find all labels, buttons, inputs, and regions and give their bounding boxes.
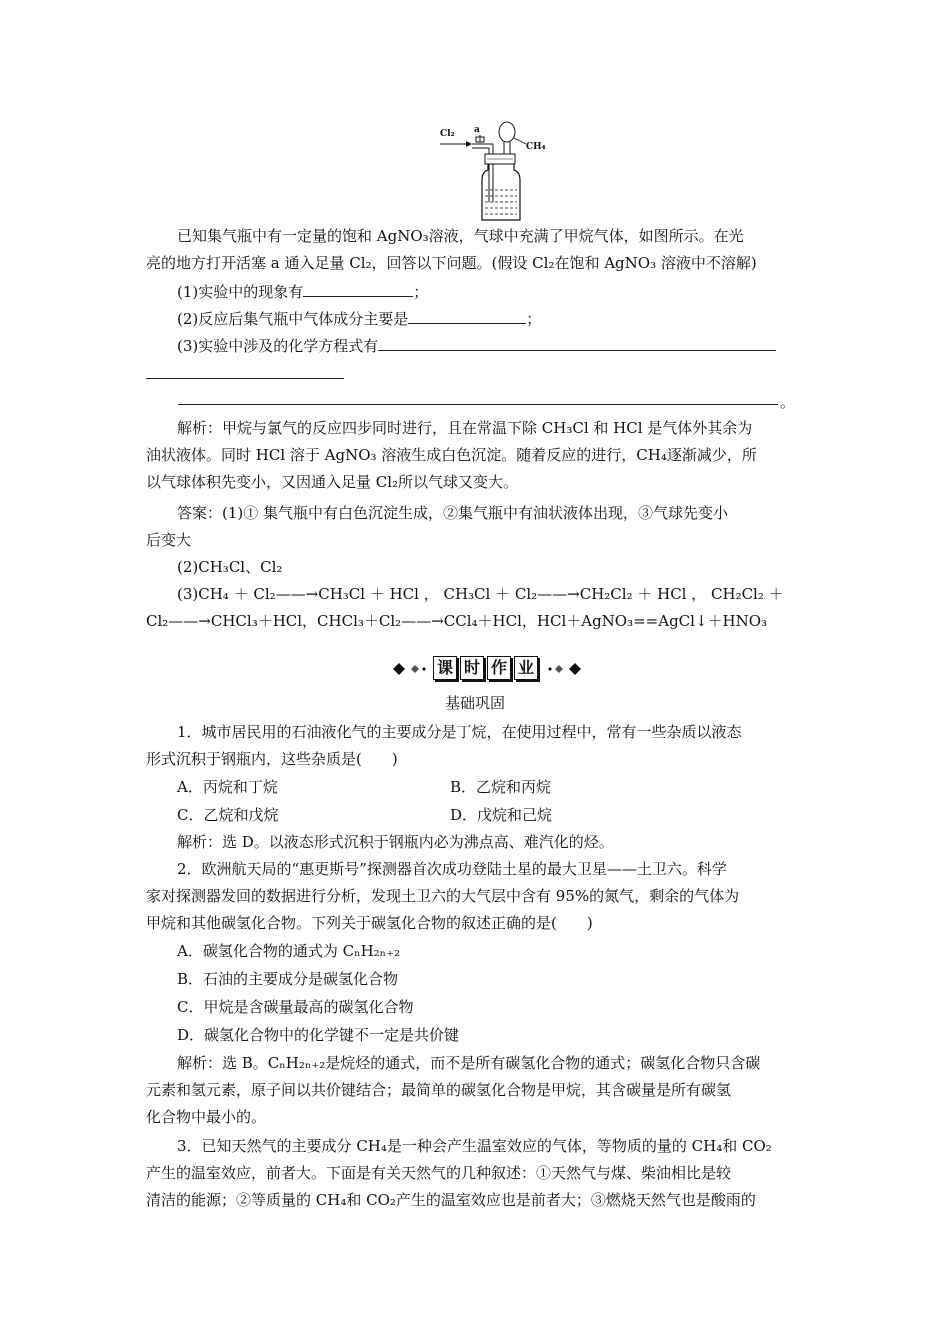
q2-analysis-line-3: 化合物中最小的。 (146, 1108, 267, 1126)
answer-line-4 (146, 378, 344, 379)
q2-option-d: D．碳氢化合物中的化学键不一定是共价键 (177, 1026, 460, 1044)
question-2-label: (2)反应后集气瓶中气体成分主要是 (177, 310, 409, 328)
q2-analysis-line-2: 元素和氢元素，原子间以共价键结合；最简单的碳氢化合物是甲烷，其含碳量是所有碳氢 (146, 1081, 732, 1099)
ch4-label: CH₄ (526, 142, 546, 152)
cl2-label: Cl₂ (440, 129, 455, 139)
section-title (433, 656, 541, 680)
q1-stem-line-2: 形式沉积于钢瓶内，这些杂质是( ) (146, 750, 398, 768)
valve-label: a (474, 125, 480, 135)
question-3 (177, 336, 776, 356)
q2-option-b: B．石油的主要成分是碳氢化合物 (177, 970, 399, 988)
diamond-right-icon (547, 663, 581, 675)
q2-stem-line-1: 2．欧洲航天局的“惠更斯号”探测器首次成功登陆土星的最大卫星——土卫六。科学 (177, 860, 727, 878)
question-3-end: 。 (780, 393, 796, 411)
answer-line-5-equations: Cl₂——→CHCl₃＋HCl，CHCl₃＋Cl₂——→CCl₄＋HCl，HCl＋AgNO₃==AgCl↓＋HNO₃ (146, 612, 768, 630)
analysis-line-3: 以气球体积先变小，又因通入足量 Cl₂所以气球又变大。 (146, 473, 519, 491)
q3-stem-line-3: 清洁的能源；②等质量的 CH₄和 CO₂产生的温室效应也是前者大；③燃烧天然气也是酸雨的 (146, 1191, 756, 1209)
question-1 (177, 282, 428, 302)
q3-stem-line-2: 产生的温室效应，前者大。下面是有关天然气的几种叙述：①天然气与煤、柴油相比是较 (146, 1164, 732, 1182)
apparatus-figure (430, 118, 560, 226)
section-title-char-2: 时 (460, 656, 484, 680)
answer-blank-1 (303, 282, 413, 297)
q1-option-d: D．戊烷和己烷 (450, 806, 553, 824)
q2-analysis-line-1: 解析：选 B。CₙH₂ₙ₊₂是烷烃的通式，而不是所有碳氢化合物的通式；碳氢化合物只含碳 (177, 1054, 761, 1072)
q2-stem-line-3: 甲烷和其他碳氢化合物。下列关于碳氢化合物的叙述正确的是( ) (146, 914, 593, 932)
section-title-char-1: 课 (433, 656, 457, 680)
q1-option-b: B．乙烷和丙烷 (450, 778, 552, 796)
analysis-line-2: 油状液体。同时 HCl 溶于 AgNO₃ 溶液生成白色沉淀。随着反应的进行，CH₄逐渐减少，所 (146, 446, 757, 464)
answer-blank-2 (408, 309, 526, 324)
q3-stem-line-1: 3．已知天然气的主要成分 CH₄是一种会产生温室效应的气体，等物质的量的 CH₄和 CO₂ (177, 1137, 772, 1155)
answer-blank-3 (378, 336, 776, 351)
q2-stem-line-2: 家对探测器发回的数据进行分析，发现土卫六的大气层中含有 95%的氮气，剩余的气体为 (146, 887, 740, 905)
q2-option-a: A．碳氢化合物的通式为 CₙH₂ₙ₊₂ (177, 942, 401, 960)
question-2 (177, 309, 541, 329)
question-2-end: ； (526, 310, 542, 328)
q1-analysis: 解析：选 D。以液态形式沉积于钢瓶内必为沸点高、难汽化的烃。 (177, 833, 614, 851)
q1-option-a: A．丙烷和丁烷 (177, 778, 278, 796)
q2-option-c: C．甲烷是含碳量最高的碳氢化合物 (177, 998, 414, 1016)
q1-option-c: C．乙烷和戊烷 (177, 806, 279, 824)
question-3-label: (3)实验中涉及的化学方程式有 (177, 337, 379, 355)
section-title-char-3: 作 (487, 656, 511, 680)
question-1-end: ； (413, 283, 429, 301)
analysis-line-1: 解析：甲烷与氯气的反应四步同时进行，且在常温下除 CH₃Cl 和 HCl 是气体外其余为 (177, 419, 753, 437)
section-header (375, 656, 595, 682)
answer-line-3: (2)CH₃Cl、Cl₂ (177, 558, 283, 576)
q1-stem-line-1: 1．城市居民用的石油液化气的主要成分是丁烷，在使用过程中，常有一些杂质以液态 (177, 723, 742, 741)
intro-line-1: 已知集气瓶中有一定量的饱和 AgNO₃溶液，气球中充满了甲烷气体，如图所示。在光 (177, 227, 744, 245)
diamond-left-icon (393, 663, 427, 675)
answer-line-5 (178, 404, 778, 405)
section-subtitle: 基础巩固 (444, 694, 505, 712)
question-1-label: (1)实验中的现象有 (177, 283, 304, 301)
answer-line-2: 后变大 (146, 531, 192, 549)
section-title-char-4: 业 (514, 656, 538, 680)
answer-line-4-equations: (3)CH₄ ＋ Cl₂——→CH₃Cl ＋ HCl ， CH₃Cl ＋ Cl₂——→CH₂Cl₂ ＋ HCl ， CH₂Cl₂ ＋ (177, 585, 784, 603)
intro-line-2: 亮的地方打开活塞 a 通入足量 Cl₂，回答以下问题。(假设 Cl₂在饱和 AgNO₃ 溶液中不溶解) (146, 254, 757, 272)
answer-line-1: 答案：(1)① 集气瓶中有白色沉淀生成，②集气瓶中有油状液体出现，③气球先变小 (177, 504, 729, 522)
